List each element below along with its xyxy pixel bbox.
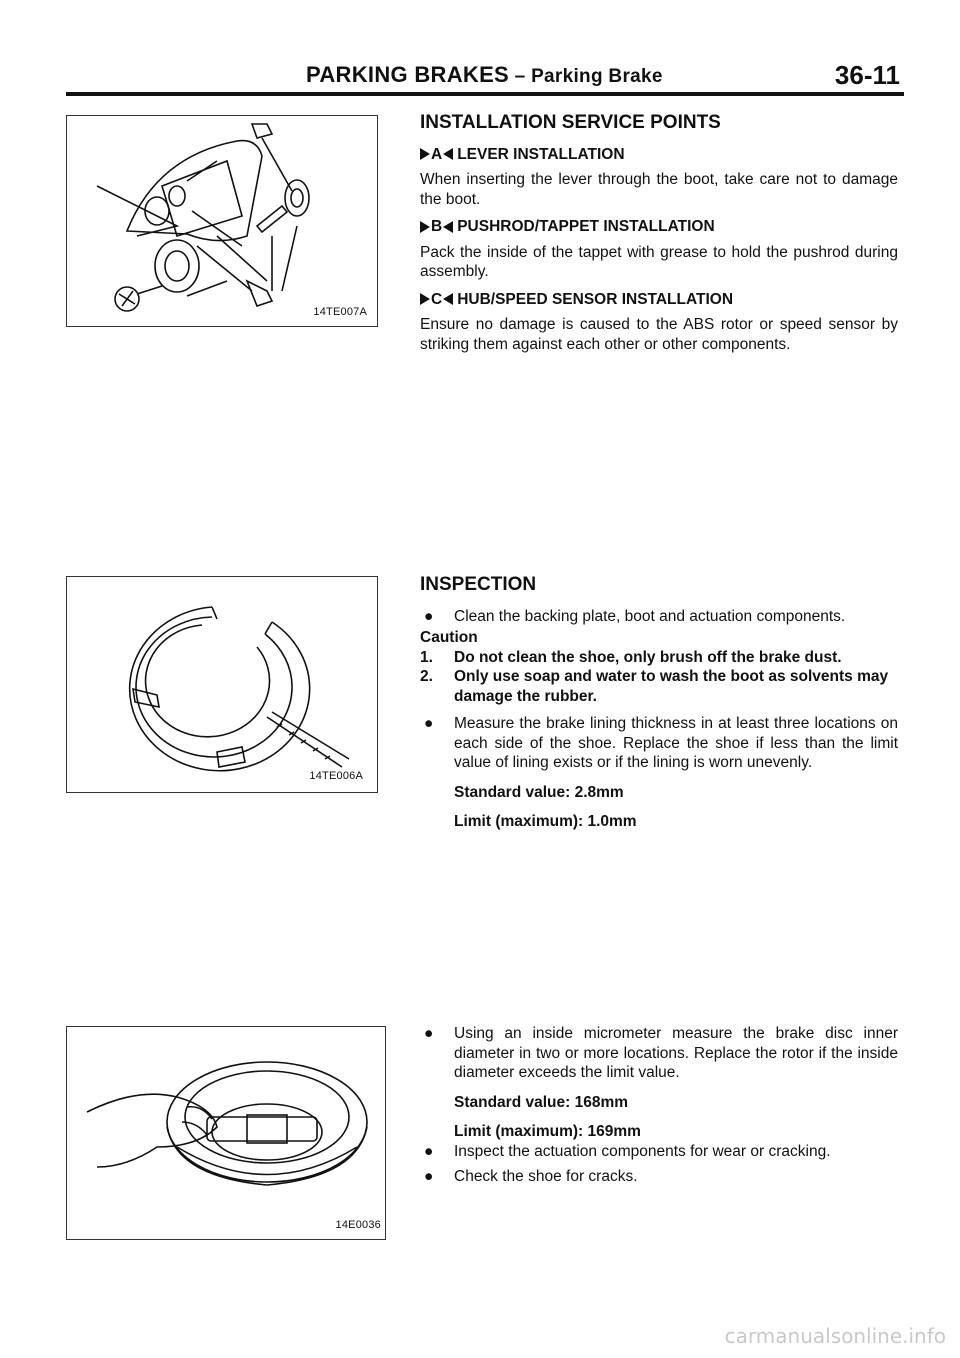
micrometer-drawing [67, 1027, 385, 1239]
bullet-text: Using an inside micrometer measure the brake disc inner diameter in two or more locations. Replace the rotor if the inside diameter exceeds the limit value. [454, 1025, 898, 1081]
bullet-icon: ● [424, 607, 434, 625]
list-item [420, 1024, 898, 1083]
item-title: PUSHROD/TAPPET INSTALLATION [457, 218, 715, 235]
bullet-text: Inspect the actuation components for wear or cracking. [454, 1142, 831, 1160]
list-item [420, 1142, 898, 1162]
item-heading-a [420, 145, 898, 165]
watermark: carmanualsonline.info [724, 1324, 946, 1348]
figure-code: 14TE006A [309, 770, 363, 782]
installation-heading: INSTALLATION SERVICE POINTS [420, 112, 721, 133]
inspection-section [420, 575, 898, 838]
standard-value: Standard value: 2.8mm [454, 783, 624, 801]
item-text: Ensure no damage is caused to the ABS rotor or speed sensor by striking them against each other or other components. [420, 316, 898, 353]
figure-code: 14TE007A [313, 306, 367, 318]
section-title: PARKING BRAKES [306, 62, 510, 87]
bullet-text: Check the shoe for cracks. [454, 1168, 638, 1185]
item-number: 1. [420, 648, 433, 666]
limit-value: Limit (maximum): 1.0mm [454, 813, 637, 830]
item-title: HUB/SPEED SENSOR INSTALLATION [457, 290, 734, 308]
bullet-icon: ● [424, 1025, 434, 1042]
bullet-icon: ● [424, 1168, 434, 1185]
brake-shoe-drawing [67, 577, 377, 792]
list-item [420, 1167, 898, 1187]
item-text: When inserting the lever through the boot, take care not to damage the boot. [420, 171, 898, 208]
bullet-text: Clean the backing plate, boot and actuation components. [454, 607, 846, 625]
caution-label: Caution [420, 629, 478, 646]
inspection-heading: INSPECTION [420, 574, 537, 595]
figure-code: 14E0036 [335, 1219, 381, 1231]
figure-micrometer-measurement [66, 1026, 386, 1240]
limit-value: Limit (maximum): 169mm [454, 1123, 641, 1140]
list-item [420, 607, 898, 627]
lever-assembly-drawing [67, 116, 377, 326]
page-number: 36-11 [834, 60, 900, 90]
list-item [420, 714, 898, 773]
caution-text: Only use soap and water to wash the boot as solvents may damage the rubber. [454, 668, 889, 705]
service-point-marker: C [420, 290, 453, 310]
standard-value: Standard value: 168mm [454, 1093, 629, 1111]
inspection-section-continued [420, 1024, 898, 1193]
figure-lever-assembly [66, 115, 378, 327]
figure-brake-shoe [66, 576, 378, 793]
page-title [306, 62, 663, 88]
title-dash: – [509, 66, 532, 87]
item-number: 2. [420, 668, 433, 685]
item-text: Pack the inside of the tappet with grease to hold the pushrod during assembly. [420, 243, 898, 280]
item-heading-c [420, 290, 898, 310]
installation-section [420, 113, 898, 360]
bullet-icon: ● [424, 715, 434, 732]
header-divider [66, 92, 904, 96]
page-header [66, 56, 904, 92]
bullet-icon: ● [424, 1142, 434, 1160]
section-subtitle: Parking Brake [531, 66, 663, 87]
bullet-text: Measure the brake lining thickness in at least three locations on each side of the shoe. Replace the shoe if less than the limit value of lining exists or if the lining is worn unevenly. [454, 715, 898, 771]
caution-item [420, 667, 898, 706]
item-heading-b [420, 217, 898, 237]
caution-item [420, 648, 898, 668]
service-point-marker: B [420, 217, 453, 237]
service-point-marker: A [420, 145, 453, 165]
caution-text: Do not clean the shoe, only brush off the brake dust. [454, 648, 842, 666]
item-title: LEVER INSTALLATION [457, 145, 625, 163]
